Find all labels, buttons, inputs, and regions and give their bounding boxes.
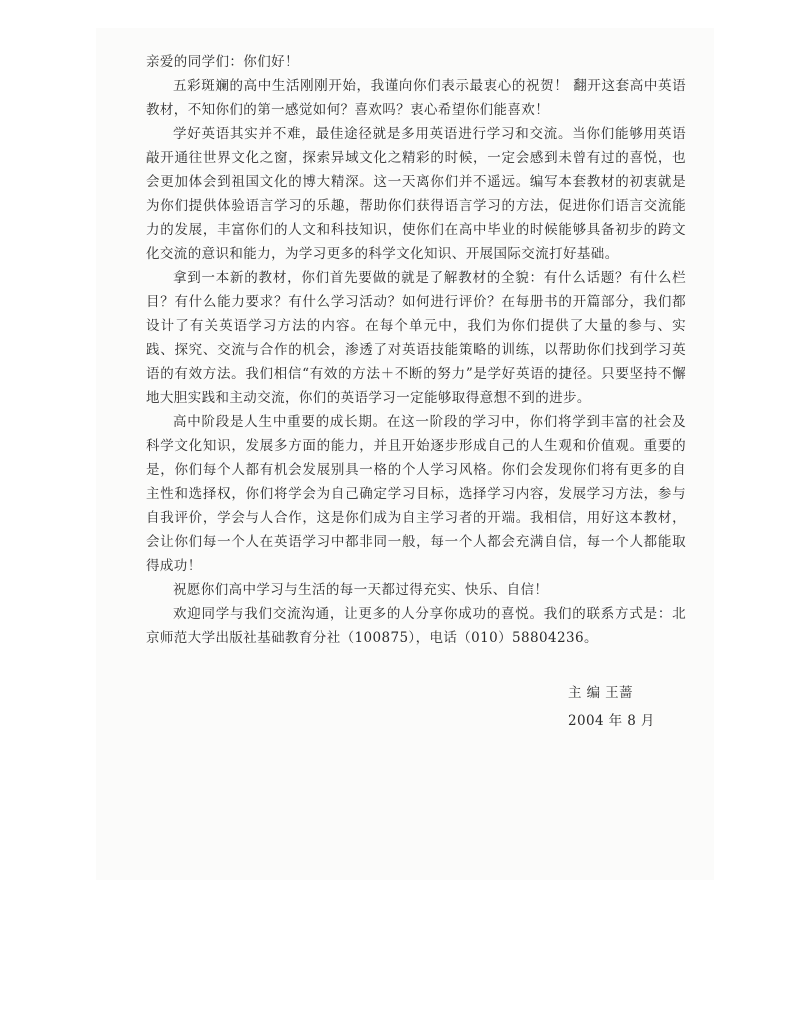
letter-date: 2004 年 8 月 <box>568 713 655 729</box>
letter-paragraph-1: 五彩斑斓的高中生活刚刚开始，我谨向你们表示最衷心的祝贺！ 翻开这套高中英语教材，不知你们的第一感觉如何？喜欢吗？衷心希望你们能喜欢！ <box>146 78 686 118</box>
letter-paragraph-6: 欢迎同学与我们交流沟通，让更多的人分享你成功的喜悦。我们的联系方式是：北京师范大学出版社基础教育分社（100875），电话（010）58804236。 <box>146 606 686 646</box>
preface-letter <box>146 50 686 650</box>
signature-block <box>568 680 708 734</box>
chief-editor: 主 编 王蔷 <box>568 685 633 701</box>
letter-greeting: 亲爱的同学们：你们好！ <box>146 54 299 70</box>
letter-paragraph-5: 祝愿你们高中学习与生活的每一天都过得充实、快乐、自信！ <box>173 582 549 598</box>
letter-paragraph-2: 学好英语其实并不难，最佳途径就是多用英语进行学习和交流。当你们能够用英语敲开通往世界文化之窗，探索异域文化之精彩的时候，一定会感到未曾有过的喜悦，也会更加体会到祖国文化的博大精深。这一天离你们并不遥远。编写本套教材的初衷就是为你们提供体验语言学习的乐趣，帮助你们获得语言学习的方法，促进你们语言交流能力的发展，丰富你们的人文和科技知识，使你们在高中毕业的时候能够具备初步的跨文化交流的意识和能力，为学习更多的科学文化知识、开展国际交流打好基础。 <box>146 126 686 262</box>
letter-paragraph-3: 拿到一本新的教材，你们首先要做的就是了解教材的全貌：有什么话题？有什么栏目？有什么能力要求？有什么学习活动？如何进行评价？在每册书的开篇部分，我们都设计了有关英语学习方法的内容。在每个单元中，我们为你们提供了大量的参与、实践、探究、交流与合作的机会，渗透了对英语技能策略的训练，以帮助你们找到学习英语的有效方法。我们相信“有效的方法＋不断的努力”是学好英语的捷径。只要坚持不懈地大胆实践和主动交流，你们的英语学习一定能够取得意想不到的进步。 <box>146 270 686 406</box>
letter-paragraph-4: 高中阶段是人生中重要的成长期。在这一阶段的学习中，你们将学到丰富的社会及科学文化知识，发展多方面的能力，并且开始逐步形成自己的人生观和价值观。重要的是，你们每个人都有机会发展别具一格的个人学习风格。你们会发现你们将有更多的自主性和选择权，你们将学会为自己确定学习目标，选择学习内容，发展学习方法，参与自我评价，学会与人合作，这是你们成为自主学习者的开端。我相信，用好这本教材，会让你们每一个人在英语学习中都非同一般，每一个人都会充满自信，每一个人都能取得成功！ <box>146 414 686 574</box>
